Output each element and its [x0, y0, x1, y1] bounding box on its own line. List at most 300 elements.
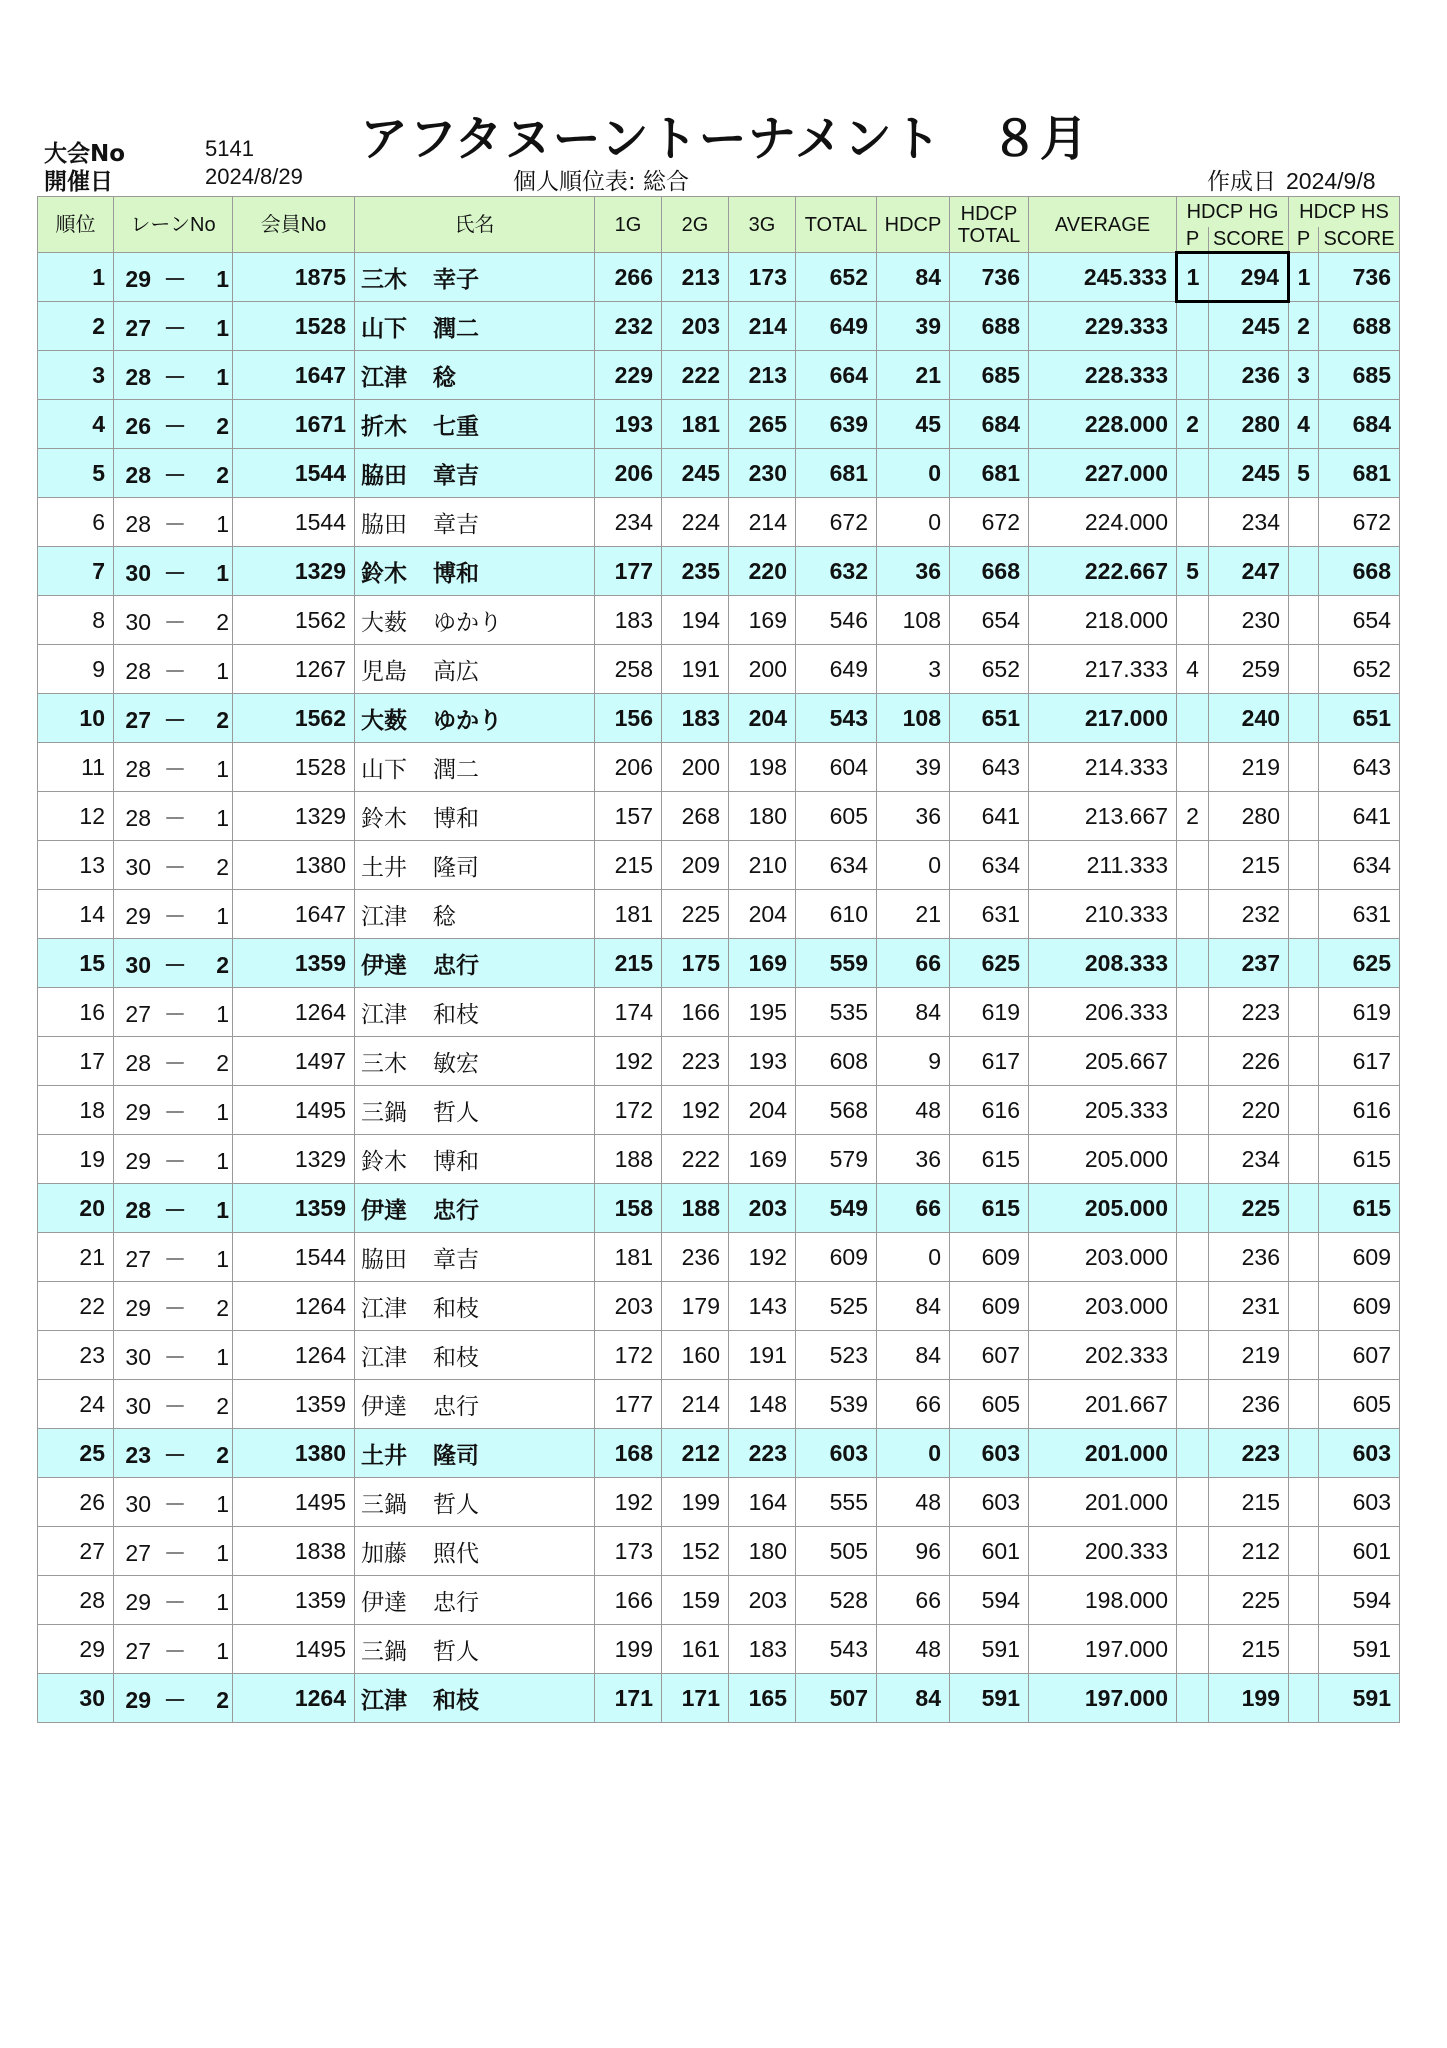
lane-number: 27 [125, 1637, 151, 1664]
cell-rank: 20 [38, 1184, 114, 1233]
lane-number: 28 [125, 755, 151, 782]
lane-dash: － [163, 1441, 187, 1468]
cell-lane [114, 645, 233, 694]
cell-lane [114, 1429, 233, 1478]
cell-rank: 13 [38, 841, 114, 890]
cell-hdcp: 39 [877, 302, 950, 351]
cell-member: 1264 [233, 1282, 355, 1331]
cell-name [355, 253, 595, 302]
col-total: TOTAL [796, 197, 877, 253]
cell-member: 1671 [233, 400, 355, 449]
table-row [38, 841, 1400, 890]
lane-sub: 1 [216, 902, 229, 929]
given-name: 照代 [433, 1539, 479, 1566]
cell-name [355, 743, 595, 792]
given-name: 和枝 [433, 1343, 479, 1370]
cell-hg-p [1177, 841, 1209, 890]
cell-lane [114, 449, 233, 498]
cell-lane [114, 1576, 233, 1625]
cell-average: 214.333 [1029, 743, 1177, 792]
cell-hs-p [1289, 596, 1319, 645]
cell-g2: 235 [662, 547, 729, 596]
lane-dash: － [163, 1049, 187, 1076]
table-row [38, 351, 1400, 400]
lane-number: 28 [125, 804, 151, 831]
cell-member: 1264 [233, 988, 355, 1037]
given-name: 高広 [433, 657, 479, 684]
cell-g1: 172 [595, 1086, 662, 1135]
cell-hdcp: 84 [877, 988, 950, 1037]
cell-hg-p [1177, 1429, 1209, 1478]
table-row [38, 302, 1400, 351]
col-hdcp-total-line1: HDCP [960, 202, 1018, 225]
cell-hg-score: 212 [1209, 1527, 1289, 1576]
cell-hdcp-total: 617 [950, 1037, 1029, 1086]
cell-g2: 222 [662, 351, 729, 400]
lane-dash: － [163, 1245, 187, 1272]
cell-hs-p [1289, 1380, 1319, 1429]
page-title: アフタヌーントーナメント ８月 [360, 111, 1089, 167]
cell-member: 1647 [233, 890, 355, 939]
cell-average: 245.333 [1029, 253, 1177, 302]
cell-g2: 160 [662, 1331, 729, 1380]
cell-hdcp-total: 651 [950, 694, 1029, 743]
cell-hg-score: 223 [1209, 1429, 1289, 1478]
col-hs-score: SCORE [1319, 227, 1400, 253]
given-name: 潤二 [433, 314, 479, 341]
cell-rank: 12 [38, 792, 114, 841]
cell-hg-p [1177, 1037, 1209, 1086]
lane-dash: － [163, 608, 187, 635]
cell-hs-p [1289, 1674, 1319, 1723]
cell-hs-score: 603 [1319, 1429, 1400, 1478]
given-name: 博和 [433, 804, 479, 831]
cell-g2: 214 [662, 1380, 729, 1429]
cell-rank: 18 [38, 1086, 114, 1135]
cell-hdcp-total: 605 [950, 1380, 1029, 1429]
cell-name [355, 1429, 595, 1478]
cell-member: 1359 [233, 1184, 355, 1233]
col-hdcp-total [950, 197, 1029, 253]
cell-lane [114, 939, 233, 988]
lane-number: 29 [125, 1686, 151, 1713]
given-name: 博和 [433, 1147, 479, 1174]
cell-hdcp: 36 [877, 547, 950, 596]
cell-g1: 158 [595, 1184, 662, 1233]
cell-average: 228.000 [1029, 400, 1177, 449]
table-row [38, 1331, 1400, 1380]
cell-rank: 8 [38, 596, 114, 645]
cell-hg-score: 226 [1209, 1037, 1289, 1086]
cell-g1: 229 [595, 351, 662, 400]
lane-sub: 2 [216, 1686, 229, 1713]
family-name: 児島 [361, 657, 407, 684]
cell-hs-score: 643 [1319, 743, 1400, 792]
cell-hs-p [1289, 1625, 1319, 1674]
cell-hg-p: 2 [1177, 792, 1209, 841]
lane-dash: － [163, 1294, 187, 1321]
cell-g3: 143 [729, 1282, 796, 1331]
cell-hdcp-total: 643 [950, 743, 1029, 792]
cell-rank: 19 [38, 1135, 114, 1184]
cell-hg-p [1177, 1380, 1209, 1429]
cell-g3: 204 [729, 1086, 796, 1135]
lane-sub: 2 [216, 412, 229, 439]
cell-lane [114, 1184, 233, 1233]
cell-hdcp: 84 [877, 1282, 950, 1331]
cell-average: 213.667 [1029, 792, 1177, 841]
table-row [38, 645, 1400, 694]
table-row [38, 596, 1400, 645]
cell-rank: 26 [38, 1478, 114, 1527]
cell-hs-p [1289, 498, 1319, 547]
date-label: 開催日 [44, 169, 113, 195]
cell-hdcp-total: 607 [950, 1331, 1029, 1380]
cell-total: 543 [796, 694, 877, 743]
cell-average: 205.667 [1029, 1037, 1177, 1086]
cell-g3: 213 [729, 351, 796, 400]
cell-g3: 192 [729, 1233, 796, 1282]
cell-hg-score: 232 [1209, 890, 1289, 939]
cell-name [355, 939, 595, 988]
cell-average: 217.333 [1029, 645, 1177, 694]
given-name: 忠行 [433, 951, 479, 978]
cell-hdcp-total: 591 [950, 1625, 1029, 1674]
cell-g2: 171 [662, 1674, 729, 1723]
cell-rank: 9 [38, 645, 114, 694]
cell-hdcp: 48 [877, 1625, 950, 1674]
cell-hdcp-total: 684 [950, 400, 1029, 449]
cell-name [355, 694, 595, 743]
cell-total: 505 [796, 1527, 877, 1576]
cell-hg-p [1177, 1184, 1209, 1233]
cell-hg-score: 231 [1209, 1282, 1289, 1331]
cell-lane [114, 1331, 233, 1380]
cell-hg-score: 247 [1209, 547, 1289, 596]
cell-name [355, 1086, 595, 1135]
cell-hg-score: 236 [1209, 1233, 1289, 1282]
cell-lane [114, 400, 233, 449]
cell-name [355, 1184, 595, 1233]
cell-hg-p [1177, 1625, 1209, 1674]
cell-hs-score: 615 [1319, 1184, 1400, 1233]
lane-sub: 1 [216, 1490, 229, 1517]
cell-g3: 148 [729, 1380, 796, 1429]
cell-average: 227.000 [1029, 449, 1177, 498]
cell-rank: 24 [38, 1380, 114, 1429]
cell-hs-score: 591 [1319, 1674, 1400, 1723]
cell-name [355, 1037, 595, 1086]
cell-g1: 173 [595, 1527, 662, 1576]
cell-lane [114, 694, 233, 743]
cell-hs-p: 2 [1289, 302, 1319, 351]
cell-g2: 222 [662, 1135, 729, 1184]
cell-g3: 169 [729, 939, 796, 988]
created-date-value: 2024/9/8 [1286, 168, 1376, 194]
col-hdcp: HDCP [877, 197, 950, 253]
cell-lane [114, 1527, 233, 1576]
family-name: 伊達 [361, 1392, 407, 1419]
lane-sub: 1 [216, 510, 229, 537]
col-g2: 2G [662, 197, 729, 253]
lane-number: 29 [125, 1147, 151, 1174]
cell-hg-p [1177, 1233, 1209, 1282]
family-name: 鈴木 [361, 1147, 407, 1174]
cell-hg-p [1177, 1576, 1209, 1625]
cell-hdcp-total: 668 [950, 547, 1029, 596]
table-row [38, 253, 1400, 302]
cell-hg-p [1177, 596, 1209, 645]
table-row [38, 547, 1400, 596]
table-row [38, 1380, 1400, 1429]
cell-member: 1359 [233, 1380, 355, 1429]
cell-average: 229.333 [1029, 302, 1177, 351]
cell-g1: 174 [595, 988, 662, 1037]
cell-hdcp-total: 619 [950, 988, 1029, 1037]
lane-sub: 1 [216, 1343, 229, 1370]
cell-hs-score: 591 [1319, 1625, 1400, 1674]
cell-rank: 27 [38, 1527, 114, 1576]
given-name: 哲人 [433, 1637, 479, 1664]
cell-lane [114, 302, 233, 351]
cell-hdcp: 36 [877, 1135, 950, 1184]
cell-lane [114, 498, 233, 547]
family-name: 三鍋 [361, 1098, 407, 1125]
cell-g3: 204 [729, 890, 796, 939]
cell-total: 608 [796, 1037, 877, 1086]
cell-hs-p [1289, 1135, 1319, 1184]
cell-g2: 212 [662, 1429, 729, 1478]
cell-name [355, 1331, 595, 1380]
lane-number: 30 [125, 1392, 151, 1419]
given-name: 敏宏 [433, 1049, 479, 1076]
col-g3: 3G [729, 197, 796, 253]
cell-hdcp-total: 603 [950, 1478, 1029, 1527]
cell-hdcp-total: 615 [950, 1135, 1029, 1184]
cell-hdcp-total: 641 [950, 792, 1029, 841]
given-name: 幸子 [433, 265, 479, 292]
cell-rank: 14 [38, 890, 114, 939]
table-row [38, 1233, 1400, 1282]
cell-total: 507 [796, 1674, 877, 1723]
cell-hs-p [1289, 1478, 1319, 1527]
tournament-no: 5141 [205, 136, 254, 161]
given-name: 和枝 [433, 1000, 479, 1027]
family-name: 三鍋 [361, 1637, 407, 1664]
cell-hs-p [1289, 1086, 1319, 1135]
cell-lane [114, 1282, 233, 1331]
cell-member: 1267 [233, 645, 355, 694]
lane-sub: 1 [216, 1196, 229, 1223]
cell-name [355, 1233, 595, 1282]
cell-g2: 236 [662, 1233, 729, 1282]
cell-hs-score: 631 [1319, 890, 1400, 939]
cell-member: 1562 [233, 596, 355, 645]
cell-hdcp: 36 [877, 792, 950, 841]
lane-dash: － [163, 363, 187, 390]
cell-total: 539 [796, 1380, 877, 1429]
table-row [38, 1674, 1400, 1723]
cell-g1: 206 [595, 743, 662, 792]
cell-g1: 193 [595, 400, 662, 449]
cell-g1: 181 [595, 1233, 662, 1282]
family-name: 脇田 [361, 461, 407, 488]
lane-number: 28 [125, 510, 151, 537]
table-row [38, 1184, 1400, 1233]
lane-number: 27 [125, 1000, 151, 1027]
cell-g1: 192 [595, 1037, 662, 1086]
cell-hdcp: 0 [877, 841, 950, 890]
cell-hg-score: 215 [1209, 841, 1289, 890]
cell-hs-p [1289, 792, 1319, 841]
cell-average: 217.000 [1029, 694, 1177, 743]
cell-name [355, 596, 595, 645]
cell-hs-score: 607 [1319, 1331, 1400, 1380]
family-name: 伊達 [361, 1196, 407, 1223]
cell-g1: 266 [595, 253, 662, 302]
cell-rank: 21 [38, 1233, 114, 1282]
given-name: 章吉 [433, 461, 479, 488]
cell-hs-p [1289, 1331, 1319, 1380]
cell-hs-p [1289, 841, 1319, 890]
given-name: 七重 [433, 412, 479, 439]
given-name: 哲人 [433, 1490, 479, 1517]
cell-hs-score: 654 [1319, 596, 1400, 645]
cell-g3: 195 [729, 988, 796, 1037]
cell-lane [114, 1086, 233, 1135]
ranking-table [37, 196, 1400, 1723]
cell-hg-score: 245 [1209, 302, 1289, 351]
col-hdcp-total-line2: TOTAL [957, 224, 1021, 247]
cell-total: 555 [796, 1478, 877, 1527]
cell-hs-score: 641 [1319, 792, 1400, 841]
lane-dash: － [163, 461, 187, 488]
cell-hs-p [1289, 1037, 1319, 1086]
cell-hs-p [1289, 694, 1319, 743]
given-name: 和枝 [433, 1686, 479, 1713]
cell-rank: 7 [38, 547, 114, 596]
cell-g1: 234 [595, 498, 662, 547]
cell-g2: 224 [662, 498, 729, 547]
family-name: 三木 [361, 265, 407, 292]
cell-g3: 203 [729, 1184, 796, 1233]
family-name: 江津 [361, 902, 407, 929]
cell-hg-score: 223 [1209, 988, 1289, 1037]
cell-g1: 177 [595, 1380, 662, 1429]
cell-rank: 30 [38, 1674, 114, 1723]
cell-total: 649 [796, 302, 877, 351]
cell-hs-p: 1 [1289, 253, 1319, 302]
created-label: 作成日 [1207, 169, 1276, 195]
cell-hs-p [1289, 939, 1319, 988]
cell-hg-score: 234 [1209, 498, 1289, 547]
cell-hdcp: 108 [877, 596, 950, 645]
cell-average: 205.000 [1029, 1135, 1177, 1184]
cell-hg-p: 2 [1177, 400, 1209, 449]
cell-name [355, 1674, 595, 1723]
cell-rank: 4 [38, 400, 114, 449]
lane-dash: － [163, 1392, 187, 1419]
lane-sub: 1 [216, 1000, 229, 1027]
cell-hs-score: 616 [1319, 1086, 1400, 1135]
cell-hg-score: 280 [1209, 400, 1289, 449]
given-name: 潤二 [433, 755, 479, 782]
cell-average: 218.000 [1029, 596, 1177, 645]
created-date [1207, 163, 1376, 196]
table-row [38, 792, 1400, 841]
cell-g1: 199 [595, 1625, 662, 1674]
cell-hdcp-total: 625 [950, 939, 1029, 988]
lane-dash: － [163, 1147, 187, 1174]
cell-hdcp-total: 609 [950, 1233, 1029, 1282]
cell-rank: 25 [38, 1429, 114, 1478]
cell-hg-p [1177, 939, 1209, 988]
family-name: 脇田 [361, 1245, 407, 1272]
cell-hs-p [1289, 1282, 1319, 1331]
cell-total: 604 [796, 743, 877, 792]
given-name: 哲人 [433, 1098, 479, 1125]
cell-g2: 194 [662, 596, 729, 645]
lane-dash: － [163, 1686, 187, 1713]
lane-number: 28 [125, 363, 151, 390]
cell-hs-score: 634 [1319, 841, 1400, 890]
cell-g2: 200 [662, 743, 729, 792]
cell-hdcp-total: 685 [950, 351, 1029, 400]
cell-average: 201.000 [1029, 1478, 1177, 1527]
cell-rank: 23 [38, 1331, 114, 1380]
cell-member: 1647 [233, 351, 355, 400]
cell-total: 649 [796, 645, 877, 694]
cell-hg-score: 237 [1209, 939, 1289, 988]
event-date: 2024/8/29 [205, 164, 303, 189]
cell-member: 1264 [233, 1331, 355, 1380]
lane-sub: 1 [216, 1147, 229, 1174]
cell-member: 1875 [233, 253, 355, 302]
cell-rank: 6 [38, 498, 114, 547]
lane-sub: 1 [216, 265, 229, 292]
cell-g2: 199 [662, 1478, 729, 1527]
cell-hg-score: 219 [1209, 743, 1289, 792]
cell-member: 1380 [233, 841, 355, 890]
cell-lane [114, 1233, 233, 1282]
cell-hdcp: 66 [877, 1380, 950, 1429]
cell-member: 1544 [233, 498, 355, 547]
cell-hdcp-total: 601 [950, 1527, 1029, 1576]
table-row [38, 1576, 1400, 1625]
table-row [38, 1086, 1400, 1135]
table-row [38, 1282, 1400, 1331]
given-name: 章吉 [433, 510, 479, 537]
cell-total: 605 [796, 792, 877, 841]
lane-number: 28 [125, 1049, 151, 1076]
cell-hdcp: 0 [877, 449, 950, 498]
lane-dash: － [163, 902, 187, 929]
lane-sub: 1 [216, 1098, 229, 1125]
cell-hs-score: 684 [1319, 400, 1400, 449]
cell-rank: 10 [38, 694, 114, 743]
cell-average: 198.000 [1029, 1576, 1177, 1625]
cell-lane [114, 890, 233, 939]
cell-g3: 198 [729, 743, 796, 792]
cell-member: 1329 [233, 1135, 355, 1184]
cell-total: 672 [796, 498, 877, 547]
cell-hg-score: 215 [1209, 1478, 1289, 1527]
lane-number: 29 [125, 1588, 151, 1615]
cell-hdcp-total: 654 [950, 596, 1029, 645]
cell-hs-p [1289, 743, 1319, 792]
cell-member: 1528 [233, 743, 355, 792]
cell-hs-score: 605 [1319, 1380, 1400, 1429]
